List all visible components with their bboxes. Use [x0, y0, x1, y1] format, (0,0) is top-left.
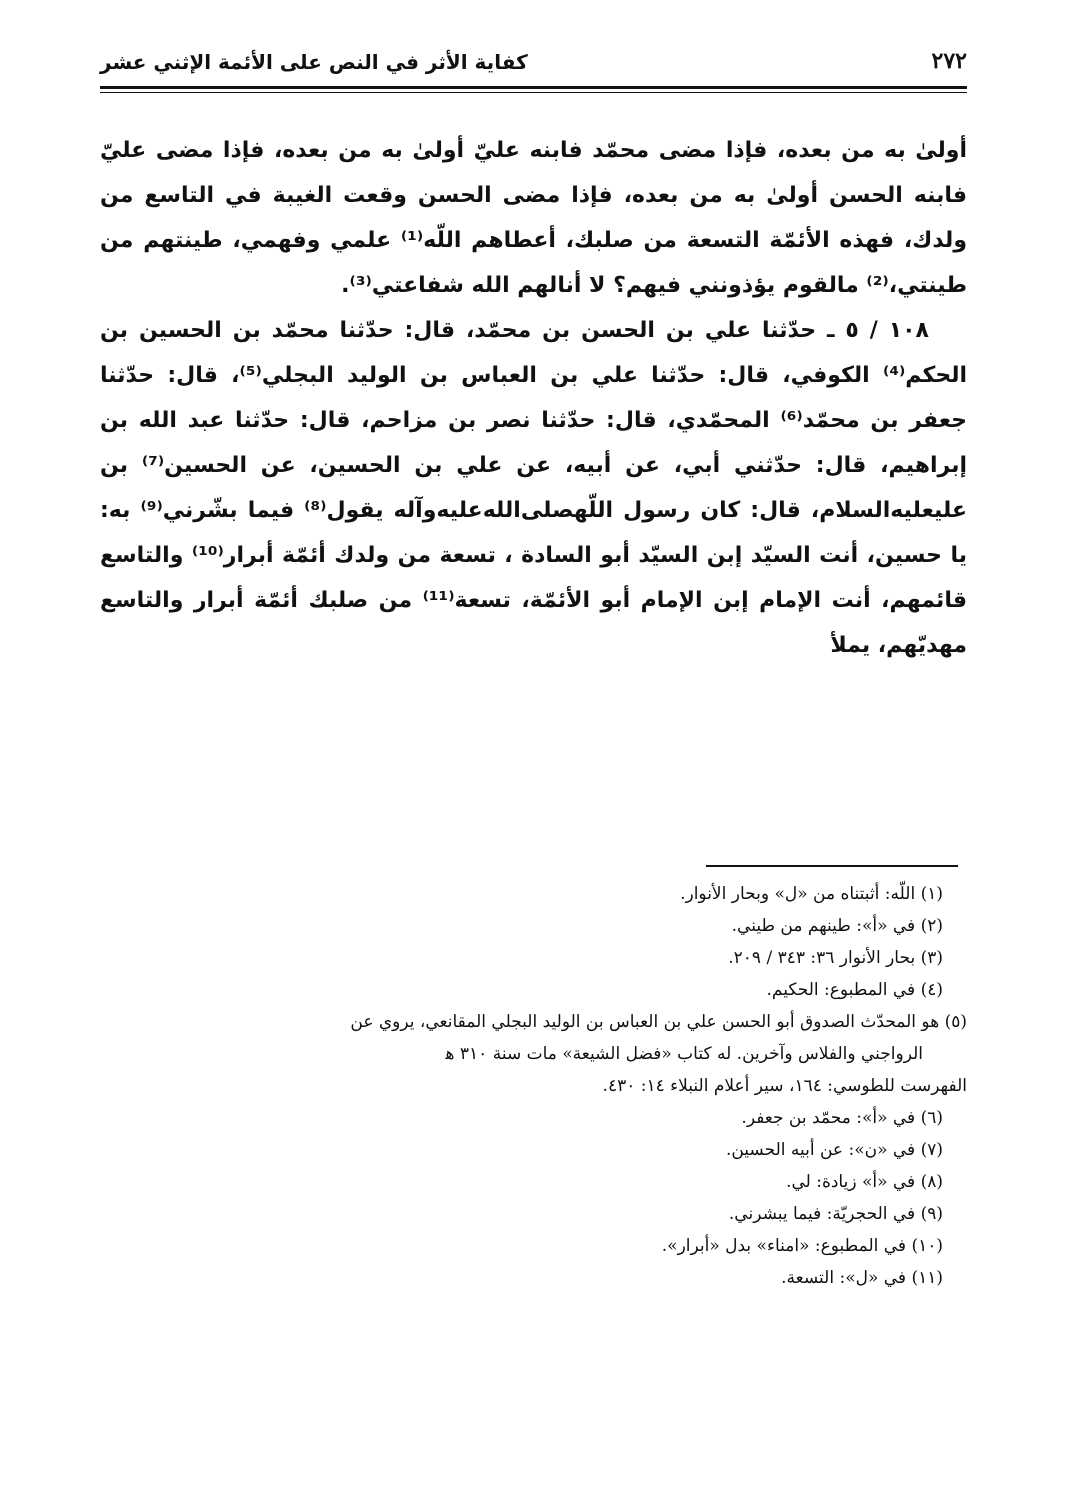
main-text — [100, 128, 967, 668]
footnote-10: (١٠) في المطبوع: «امناء» بدل «أبرار». — [661, 1236, 943, 1256]
header-rule-thick — [100, 86, 967, 89]
hadith-paragraph: ١٠٨ / ٥ ـ حدّثنا علي بن الحسن بن محمّد، قال: حدّثنا محمّد بن الحسين بن الحكم⁽⁴⁾ الكوفي، قال: حدّثنا علي بن العباس بن الوليد البجلي⁽⁵⁾، قال: حدّثنا جعفر بن محمّد⁽⁶⁾ المحمّدي، قال: حدّثنا نصر بن مزاحم، قال: حدّثنا عبد الله بن إبراهيم، قال: حدّثني أبي، عن أبيه، عن علي بن الحسين، عن الحسين⁽⁷⁾ بن عليعليه‌السلام، قال: كان رسول اللّهصلى‌الله‌عليه‌وآله يقول⁽⁸⁾ فيما بشّرني⁽⁹⁾ به: يا حسين، أنت السيّد إبن السيّد أبو السادة ، تسعة من ولدك أئمّة أبرار⁽¹⁰⁾ والتاسع قائمهم، أنت الإمام إبن الإمام أبو الأئمّة، تسعة⁽¹¹⁾ من صلبك أئمّة أبرار والتاسع مهديّهم، يملأ — [100, 318, 967, 658]
header-rule-thin — [100, 92, 967, 93]
footnote-11: (١١) في «ل»: التسعة. — [781, 1268, 943, 1288]
footnote-5-reference: الفهرست للطوسي: ١٦٤، سير أعلام النبلاء ١٤: ٤٣٠. — [602, 1076, 967, 1096]
footnote-7: (٧) في «ن»: عن أبيه الحسين. — [725, 1140, 943, 1160]
footnote-5: (٥) هو المحدّث الصدوق أبو الحسن علي بن العباس بن الوليد البجلي المقانعي، يروي عن — [350, 1012, 967, 1032]
footnote-2: (٢) في «أ»: طينهم من طيني. — [731, 916, 943, 936]
footnote-separator — [706, 865, 958, 867]
page-header — [100, 48, 967, 84]
running-title: كفاية الأثر في النص على الأئمة الإثني عشر — [100, 50, 528, 74]
footnote-3: (٣) بحار الأنوار ٣٦: ٣٤٣ / ٢٠٩. — [728, 948, 943, 968]
footnote-4: (٤) في المطبوع: الحكيم. — [766, 980, 943, 1000]
footnote-8: (٨) في «أ» زيادة: لي. — [786, 1172, 943, 1192]
paragraph-continuation: أولىٰ به من بعده، فإذا مضى محمّد فابنه عليّ أولىٰ به من بعده، فإذا مضى عليّ فابنه الحسن أولىٰ به من بعده، فإذا مضى الحسن وقعت الغيبة في التاسع من ولدك، فهذه الأئمّة التسعة من صلبك، أعطاهم اللّه⁽¹⁾ علمي وفهمي، طينتهم من طينتي،⁽²⁾ مالقوم يؤذونني فيهم؟ لا أنالهم الله شفاعتي⁽³⁾. — [100, 138, 967, 298]
footnotes — [100, 878, 967, 1294]
page-number: ٢٧٢ — [931, 48, 967, 74]
footnote-1: (١) اللّه: أثبتناه من «ل» وبحار الأنوار. — [680, 884, 943, 904]
footnote-5-continuation: الرواجني والفلاس وآخرين. له كتاب «فضل الشيعة» مات سنة ٣١٠ ﻫ — [445, 1044, 923, 1064]
footnote-9: (٩) في الحجريّة: فيما يبشرني. — [728, 1204, 943, 1224]
footnote-6: (٦) في «أ»: محمّد بن جعفر. — [741, 1108, 943, 1128]
